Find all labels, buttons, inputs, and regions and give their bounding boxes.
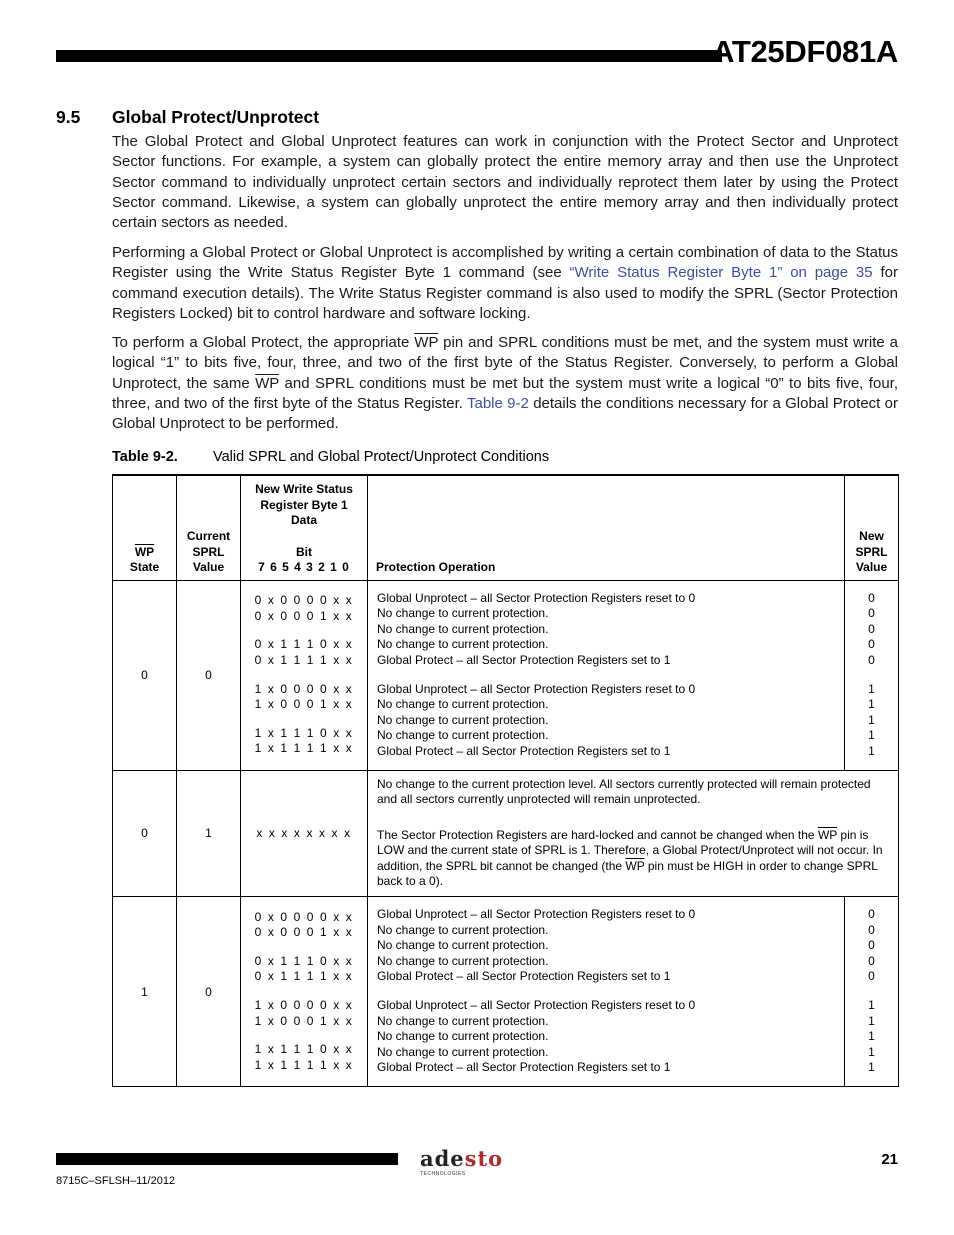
cell-line: 1 x 1 1 1 0 x x bbox=[254, 1042, 354, 1057]
cell-line bbox=[845, 985, 898, 998]
table-row bbox=[113, 770, 899, 897]
page-number: 21 bbox=[881, 1151, 898, 1168]
cell-line bbox=[241, 713, 367, 726]
cell-line: 0 bbox=[868, 922, 875, 937]
cell-line bbox=[241, 624, 367, 637]
cell-line: 0 bbox=[868, 621, 875, 636]
cell-line: No change to current protection. bbox=[377, 1029, 549, 1044]
cell-line: Global Unprotect – all Sector Protection Registers reset to 0 bbox=[377, 907, 696, 922]
cell-line: 1 bbox=[868, 1013, 875, 1028]
cell-line: Global Unprotect – all Sector Protection Registers reset to 0 bbox=[377, 998, 696, 1013]
cell-line bbox=[241, 669, 367, 682]
cell-line bbox=[845, 669, 898, 682]
section-title: Global Protect/Unprotect bbox=[112, 107, 320, 127]
cell-line: No change to current protection. bbox=[377, 1044, 549, 1059]
cell-line: 0 x 0 0 0 1 x x bbox=[254, 925, 354, 940]
cell-line: 0 bbox=[868, 969, 875, 984]
cell-line: No change to current protection. bbox=[377, 938, 549, 953]
table-row bbox=[113, 580, 899, 770]
new-sprl-cell bbox=[845, 897, 899, 1087]
cell-line: 0 x 1 1 1 0 x x bbox=[254, 953, 354, 968]
cell-line: Global Protect – all Sector Protection Registers set to 1 bbox=[377, 969, 671, 984]
document-id: 8715C–SFLSH–11/2012 bbox=[56, 1175, 176, 1187]
header-current-sprl: Current SPRL Value bbox=[177, 475, 241, 580]
cell-line: Global Protect – all Sector Protection Registers set to 1 bbox=[377, 652, 671, 667]
data-codes-cell bbox=[241, 897, 368, 1087]
header-new-sprl: New SPRL Value bbox=[845, 475, 899, 580]
cell-line: 1 bbox=[868, 728, 875, 743]
cell-line: 1 bbox=[868, 1029, 875, 1044]
cell-line: 1 x 0 0 0 0 x x bbox=[254, 998, 354, 1013]
wp-signal: $\overline{WP}$ bbox=[414, 334, 439, 351]
header-protection-operation: Protection Operation bbox=[368, 475, 845, 580]
sprl-conditions-table bbox=[112, 474, 899, 1087]
current-sprl-cell: 1 bbox=[177, 770, 241, 897]
cell-line: 1 bbox=[868, 1060, 875, 1075]
hard-locked-description: No change to the current protection level. All sectors currently protected will remain protected and all sectors currently unprotected will remain unprotected. The Sector Protection Registers are hard-locked and cannot be changed when the $\overline{WP}$ pin is LOW and the current state of SPRL is 1. Therefore, a Global Protect/Unprotect will not occur. In addition, the SPRL bit cannot be changed (the $\overline{WP}$ pin must be HIGH in order to change SPRL back to a 0). bbox=[368, 770, 899, 897]
cell-line: 1 x 1 1 1 1 x x bbox=[254, 1057, 354, 1072]
paragraph-intro: The Global Protect and Global Unprotect features can work in conjunction with the Protect Sector and Unprotect Sector functions. For example, a system can globally protect the entire memory array and then use the Unprotect Sector command to individually unprotect certain sectors and individually reprotect them later by using the Protect Sector command. Likewise, a system can globally unprotect the entire memory array and then individually protect certain sectors as needed. bbox=[112, 133, 898, 232]
cell-line: 1 bbox=[868, 681, 875, 696]
table-caption-label: Table 9-2. bbox=[112, 449, 178, 465]
data-codes-cell bbox=[241, 580, 368, 770]
cell-line bbox=[241, 941, 367, 954]
cell-line: 0 x 0 0 0 0 x x bbox=[254, 593, 354, 608]
document-title: AT25DF081A bbox=[712, 34, 898, 69]
cell-line: Global Protect – all Sector Protection Registers set to 1 bbox=[377, 743, 671, 758]
cell-line: 0 bbox=[868, 652, 875, 667]
cell-line: 1 bbox=[868, 1044, 875, 1059]
cell-line: 0 bbox=[868, 637, 875, 652]
header-rule bbox=[56, 50, 722, 62]
cell-line: No change to current protection. bbox=[377, 621, 549, 636]
cell-line: 0 x 1 1 1 0 x x bbox=[254, 637, 354, 652]
cell-line: 1 bbox=[868, 712, 875, 727]
header-new-data: New Write Status Register Byte 1 Data Bit 7 6 5 4 3 2 1 0 bbox=[241, 475, 368, 580]
table-row bbox=[113, 897, 899, 1087]
wp-state-cell: 1 bbox=[113, 897, 177, 1087]
cell-line bbox=[241, 985, 367, 998]
cell-line: No change to current protection. bbox=[377, 606, 549, 621]
cell-line: 0 bbox=[868, 606, 875, 621]
cell-line: 0 x 0 0 0 0 x x bbox=[254, 909, 354, 924]
cell-line: No change to current protection. bbox=[377, 1013, 549, 1028]
adesto-logo: adesto TECHNOLOGIES bbox=[420, 1146, 504, 1177]
cell-line: Global Unprotect – all Sector Protection Registers reset to 0 bbox=[377, 590, 696, 605]
cell-line: 0 bbox=[868, 907, 875, 922]
cell-line: 1 x 0 0 0 1 x x bbox=[254, 1013, 354, 1028]
cell-line: 1 x 1 1 1 0 x x bbox=[254, 725, 354, 740]
operations-cell bbox=[368, 580, 845, 770]
cell-line: Global Unprotect – all Sector Protection Registers reset to 0 bbox=[377, 681, 696, 696]
paragraph-procedure: Performing a Global Protect or Global Unprotect is accomplished by writing a certain combination of data to the Status Register using the Write Status Register Byte 1 command (see “Write Status Register Byte 1” on page 35 for command execution details). The Write Status Register command is also used to modify the SPRL (Sector Protection Registers Locked) bit to control hardware and software locking. bbox=[112, 244, 898, 322]
current-sprl-cell: 0 bbox=[177, 580, 241, 770]
cell-line: 0 x 1 1 1 1 x x bbox=[254, 969, 354, 984]
write-status-register-link[interactable]: “Write Status Register Byte 1” on page 35 bbox=[569, 264, 873, 282]
current-sprl-cell: 0 bbox=[177, 897, 241, 1087]
operations-cell bbox=[368, 897, 845, 1087]
table-9-2-link[interactable]: Table 9-2 bbox=[467, 394, 529, 412]
data-codes-cell: x x x x x x x x bbox=[241, 770, 368, 897]
cell-line: 1 x 1 1 1 1 x x bbox=[254, 741, 354, 756]
cell-line: 1 x 0 0 0 0 x x bbox=[254, 681, 354, 696]
cell-line: 1 bbox=[868, 697, 875, 712]
table-caption-text: Valid SPRL and Global Protect/Unprotect Conditions bbox=[213, 449, 550, 465]
cell-line: No change to current protection. bbox=[377, 728, 549, 743]
wp-signal: $\overline{WP}$ bbox=[255, 374, 280, 392]
cell-line: 0 bbox=[868, 953, 875, 968]
wp-state-cell: 0 bbox=[113, 770, 177, 897]
wp-signal: $\overline{WP}$ bbox=[625, 858, 645, 873]
cell-line bbox=[377, 985, 844, 998]
cell-line: 1 bbox=[868, 998, 875, 1013]
cell-line: No change to current protection. bbox=[377, 922, 549, 937]
cell-line: 0 bbox=[868, 938, 875, 953]
cell-line bbox=[241, 1029, 367, 1042]
section-number: 9.5 bbox=[56, 107, 81, 127]
wp-state-cell: 0 bbox=[113, 580, 177, 770]
new-sprl-cell bbox=[845, 580, 899, 770]
wp-signal: $\overline{WP}$ bbox=[817, 827, 838, 842]
cell-line: 1 bbox=[868, 743, 875, 758]
cell-line: 0 x 1 1 1 1 x x bbox=[254, 652, 354, 667]
footer-rule bbox=[56, 1153, 398, 1165]
cell-line: 0 x 0 0 0 1 x x bbox=[254, 608, 354, 623]
cell-line: 1 x 0 0 0 1 x x bbox=[254, 697, 354, 712]
cell-line bbox=[377, 669, 844, 682]
cell-line: No change to current protection. bbox=[377, 637, 549, 652]
header-wp-state: $\overline{WP}$ State bbox=[113, 475, 177, 580]
cell-line: Global Protect – all Sector Protection Registers set to 1 bbox=[377, 1060, 671, 1075]
cell-line: No change to current protection. bbox=[377, 953, 549, 968]
cell-line: No change to current protection. bbox=[377, 697, 549, 712]
paragraph-conditions: To perform a Global Protect, the appropriate $\overline{WP}$ pin and SPRL conditions must be met, and the system must write a logical “1” to bits five, four, three, and two of the first byte of the Status Register. Conversely, to perform a Global Unprotect, the same $\overline{WP}$ and SPRL conditions must be met but the system must write a logical “0” to bits five, four, three, and two of the first byte of the Status Register. Table 9-2 details the conditions necessary for a Global Protect or Global Unprotect to be performed. bbox=[112, 334, 899, 433]
cell-line: 0 bbox=[868, 590, 875, 605]
table-header-row bbox=[113, 475, 899, 580]
cell-line: No change to current protection. bbox=[377, 712, 549, 727]
